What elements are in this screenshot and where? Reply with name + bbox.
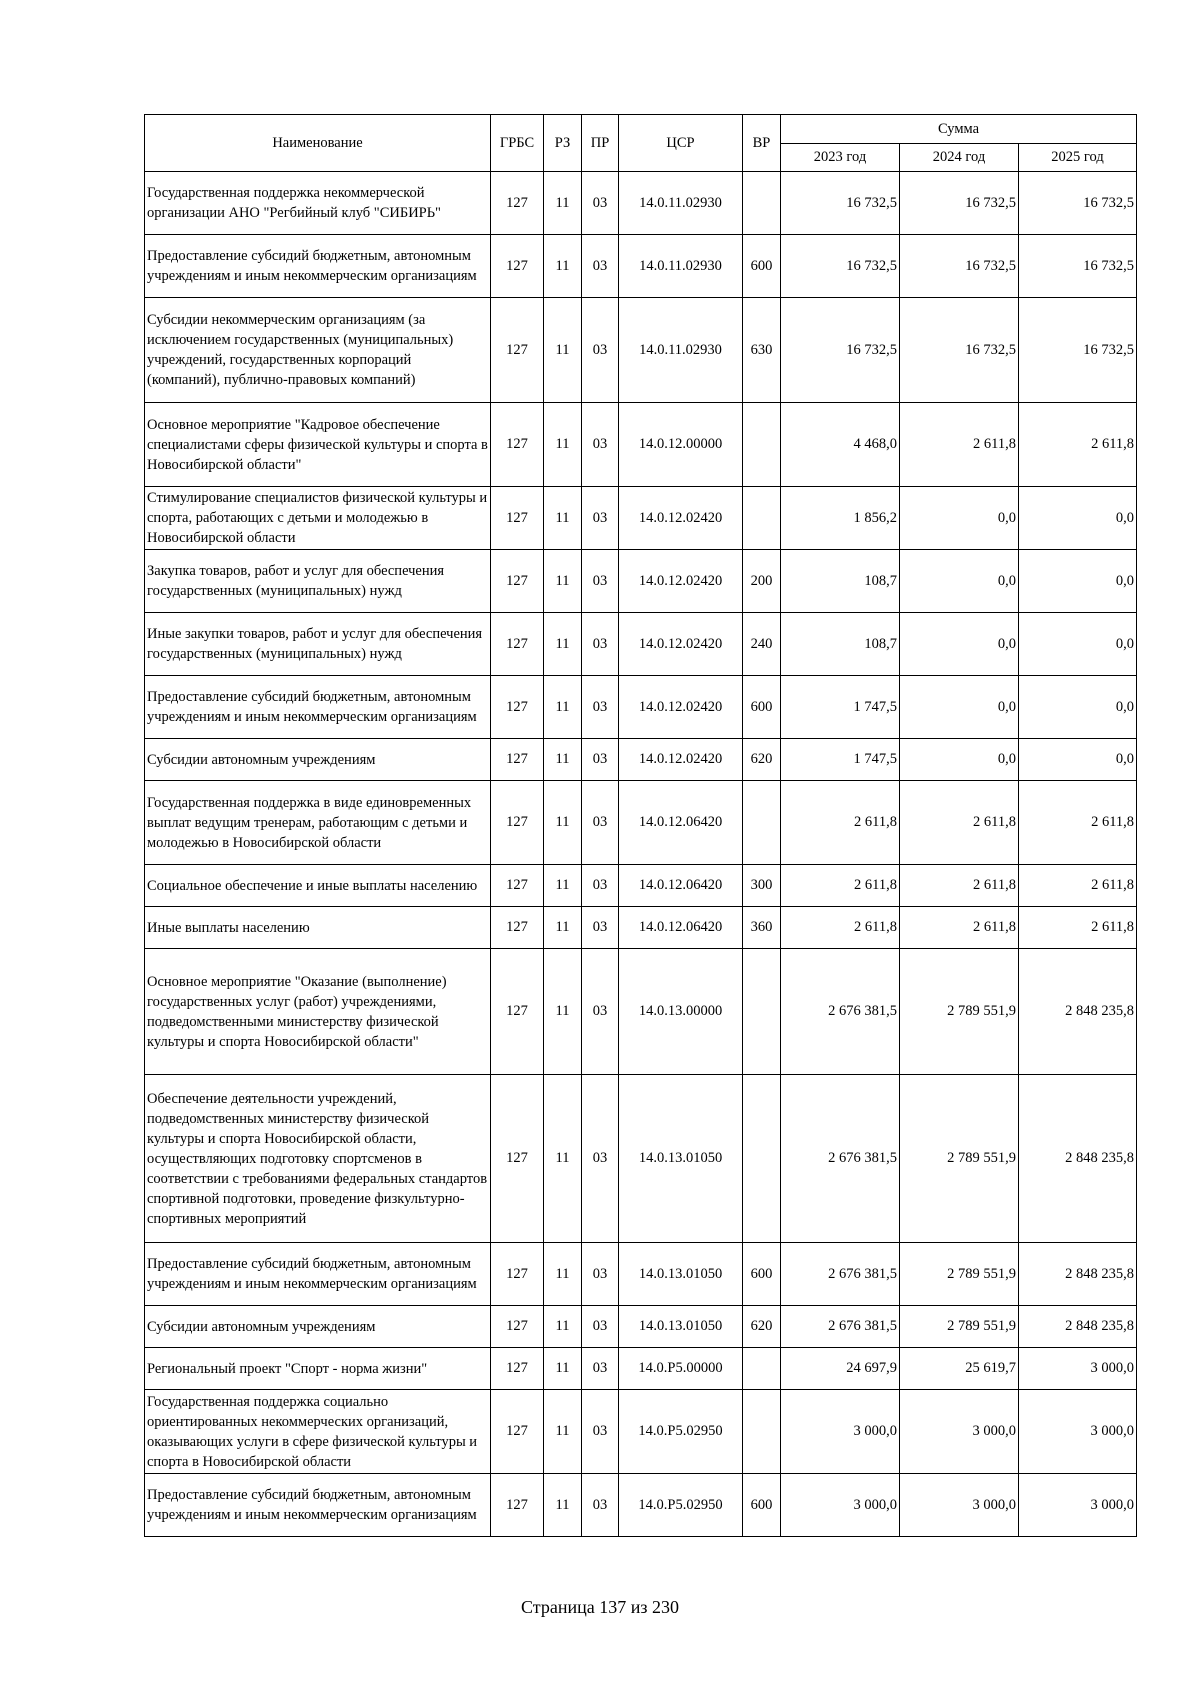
row-pr: 03	[582, 865, 619, 907]
row-rz: 11	[544, 739, 582, 781]
row-sum-2024: 3 000,0	[900, 1390, 1019, 1474]
row-sum-2023: 2 611,8	[781, 907, 900, 949]
row-rz: 11	[544, 403, 582, 487]
table-row	[145, 550, 1137, 613]
row-sum-2024: 16 732,5	[900, 172, 1019, 235]
row-vr	[743, 172, 781, 235]
row-name: Субсидии автономным учреждениям	[145, 1306, 491, 1348]
row-csr: 14.0.P5.02950	[619, 1474, 743, 1537]
row-sum-2023: 2 676 381,5	[781, 1075, 900, 1243]
row-pr: 03	[582, 235, 619, 298]
row-sum-2025: 2 611,8	[1019, 781, 1137, 865]
row-vr: 240	[743, 613, 781, 676]
row-sum-2023: 16 732,5	[781, 235, 900, 298]
row-grbs: 127	[491, 949, 544, 1075]
row-csr: 14.0.P5.00000	[619, 1348, 743, 1390]
row-rz: 11	[544, 613, 582, 676]
row-name: Субсидии некоммерческим организациям (за исключением государственных (муниципальных) учреждений, государственных корпораций (компаний), публично-правовых компаний)	[145, 298, 491, 403]
table-row	[145, 676, 1137, 739]
row-sum-2024: 0,0	[900, 487, 1019, 550]
row-grbs: 127	[491, 1306, 544, 1348]
row-rz: 11	[544, 781, 582, 865]
row-csr: 14.0.P5.02950	[619, 1390, 743, 1474]
table-row	[145, 949, 1137, 1075]
row-sum-2023: 2 676 381,5	[781, 949, 900, 1075]
row-vr: 620	[743, 739, 781, 781]
row-rz: 11	[544, 550, 582, 613]
row-grbs: 127	[491, 781, 544, 865]
row-pr: 03	[582, 907, 619, 949]
row-rz: 11	[544, 1474, 582, 1537]
row-vr	[743, 403, 781, 487]
row-grbs: 127	[491, 235, 544, 298]
row-sum-2024: 0,0	[900, 739, 1019, 781]
row-csr: 14.0.12.00000	[619, 403, 743, 487]
row-grbs: 127	[491, 550, 544, 613]
row-pr: 03	[582, 1243, 619, 1306]
row-grbs: 127	[491, 172, 544, 235]
row-pr: 03	[582, 403, 619, 487]
row-vr	[743, 487, 781, 550]
row-csr: 14.0.11.02930	[619, 298, 743, 403]
row-vr: 360	[743, 907, 781, 949]
row-name: Социальное обеспечение и иные выплаты населению	[145, 865, 491, 907]
row-sum-2025: 0,0	[1019, 676, 1137, 739]
row-sum-2024: 2 611,8	[900, 907, 1019, 949]
row-sum-2024: 2 611,8	[900, 865, 1019, 907]
row-pr: 03	[582, 298, 619, 403]
row-sum-2023: 4 468,0	[781, 403, 900, 487]
header-year-2024: 2024 год	[900, 144, 1019, 172]
table-row	[145, 172, 1137, 235]
row-vr	[743, 1348, 781, 1390]
row-pr: 03	[582, 613, 619, 676]
table-row	[145, 403, 1137, 487]
row-csr: 14.0.11.02930	[619, 235, 743, 298]
row-sum-2025: 16 732,5	[1019, 172, 1137, 235]
table-row	[145, 298, 1137, 403]
header-year-2025: 2025 год	[1019, 144, 1137, 172]
row-name: Основное мероприятие "Кадровое обеспечение специалистами сферы физической культуры и спорта в Новосибирской области"	[145, 403, 491, 487]
table-row	[145, 1075, 1137, 1243]
row-sum-2025: 2 611,8	[1019, 403, 1137, 487]
table-row	[145, 1243, 1137, 1306]
row-name: Стимулирование специалистов физической культуры и спорта, работающих с детьми и молодежью в Новосибирской области	[145, 487, 491, 550]
row-sum-2023: 108,7	[781, 613, 900, 676]
budget-table	[144, 114, 1137, 1537]
row-sum-2025: 3 000,0	[1019, 1474, 1137, 1537]
row-sum-2023: 3 000,0	[781, 1474, 900, 1537]
row-csr: 14.0.12.02420	[619, 550, 743, 613]
row-sum-2025: 2 611,8	[1019, 865, 1137, 907]
row-vr	[743, 781, 781, 865]
row-sum-2025: 3 000,0	[1019, 1390, 1137, 1474]
header-name: Наименование	[145, 115, 491, 172]
row-sum-2024: 2 611,8	[900, 403, 1019, 487]
row-sum-2025: 3 000,0	[1019, 1348, 1137, 1390]
row-pr: 03	[582, 172, 619, 235]
row-vr	[743, 1390, 781, 1474]
table-row	[145, 865, 1137, 907]
row-vr: 600	[743, 676, 781, 739]
row-csr: 14.0.12.06420	[619, 907, 743, 949]
row-pr: 03	[582, 550, 619, 613]
row-vr	[743, 1075, 781, 1243]
row-sum-2024: 3 000,0	[900, 1474, 1019, 1537]
table-body	[145, 172, 1137, 1537]
row-rz: 11	[544, 298, 582, 403]
row-csr: 14.0.12.02420	[619, 487, 743, 550]
row-vr: 200	[743, 550, 781, 613]
header-year-2023: 2023 год	[781, 144, 900, 172]
header-grbs: ГРБС	[491, 115, 544, 172]
row-grbs: 127	[491, 403, 544, 487]
row-csr: 14.0.12.02420	[619, 676, 743, 739]
page-number: Страница 137 из 230	[521, 1597, 679, 1617]
header-rz: РЗ	[544, 115, 582, 172]
row-csr: 14.0.13.01050	[619, 1306, 743, 1348]
row-vr: 600	[743, 235, 781, 298]
row-name: Предоставление субсидий бюджетным, автономным учреждениям и иным некоммерческим организациям	[145, 1243, 491, 1306]
row-csr: 14.0.13.01050	[619, 1243, 743, 1306]
row-vr: 620	[743, 1306, 781, 1348]
row-sum-2024: 25 619,7	[900, 1348, 1019, 1390]
row-pr: 03	[582, 1348, 619, 1390]
row-csr: 14.0.12.02420	[619, 739, 743, 781]
header-vr: ВР	[743, 115, 781, 172]
row-sum-2024: 16 732,5	[900, 235, 1019, 298]
row-rz: 11	[544, 235, 582, 298]
row-name: Предоставление субсидий бюджетным, автономным учреждениям и иным некоммерческим организациям	[145, 1474, 491, 1537]
table-row	[145, 1348, 1137, 1390]
row-sum-2025: 16 732,5	[1019, 298, 1137, 403]
row-sum-2025: 0,0	[1019, 613, 1137, 676]
row-grbs: 127	[491, 865, 544, 907]
row-name: Иные закупки товаров, работ и услуг для обеспечения государственных (муниципальных) нужд	[145, 613, 491, 676]
row-sum-2025: 2 848 235,8	[1019, 1075, 1137, 1243]
row-sum-2025: 0,0	[1019, 739, 1137, 781]
row-sum-2025: 2 848 235,8	[1019, 949, 1137, 1075]
row-csr: 14.0.12.06420	[619, 781, 743, 865]
row-name: Обеспечение деятельности учреждений, подведомственных министерству физической культуры и спорта Новосибирской области, осуществляющих подготовку спортсменов в соответствии с требованиями федеральных стандартов спортивной подготовки, проведение физкультурно-спортивных мероприятий	[145, 1075, 491, 1243]
row-grbs: 127	[491, 1390, 544, 1474]
row-pr: 03	[582, 781, 619, 865]
row-rz: 11	[544, 1306, 582, 1348]
row-grbs: 127	[491, 1243, 544, 1306]
row-name: Субсидии автономным учреждениям	[145, 739, 491, 781]
row-sum-2024: 2 611,8	[900, 781, 1019, 865]
row-sum-2023: 24 697,9	[781, 1348, 900, 1390]
row-sum-2023: 2 676 381,5	[781, 1306, 900, 1348]
row-sum-2025: 2 848 235,8	[1019, 1243, 1137, 1306]
row-sum-2023: 16 732,5	[781, 298, 900, 403]
row-sum-2023: 2 611,8	[781, 865, 900, 907]
row-sum-2024: 2 789 551,9	[900, 949, 1019, 1075]
row-vr: 600	[743, 1243, 781, 1306]
row-sum-2023: 2 611,8	[781, 781, 900, 865]
row-grbs: 127	[491, 676, 544, 739]
row-name: Основное мероприятие "Оказание (выполнение) государственных услуг (работ) учреждениями, подведомственными министерству физической культуры и спорта Новосибирской области"	[145, 949, 491, 1075]
row-name: Иные выплаты населению	[145, 907, 491, 949]
row-name: Государственная поддержка в виде единовременных выплат ведущим тренерам, работающим с детьми и молодежью в Новосибирской области	[145, 781, 491, 865]
row-rz: 11	[544, 865, 582, 907]
row-vr: 300	[743, 865, 781, 907]
row-grbs: 127	[491, 1474, 544, 1537]
table-row	[145, 1474, 1137, 1537]
row-name: Государственная поддержка социально ориентированных некоммерческих организаций, оказывающих услуги в сфере физической культуры и спорта в Новосибирской области	[145, 1390, 491, 1474]
row-sum-2024: 2 789 551,9	[900, 1243, 1019, 1306]
table-row	[145, 235, 1137, 298]
row-sum-2025: 0,0	[1019, 487, 1137, 550]
row-pr: 03	[582, 1390, 619, 1474]
header-csr: ЦСР	[619, 115, 743, 172]
row-rz: 11	[544, 1243, 582, 1306]
row-sum-2024: 16 732,5	[900, 298, 1019, 403]
table-row	[145, 1306, 1137, 1348]
row-sum-2023: 3 000,0	[781, 1390, 900, 1474]
row-sum-2025: 2 848 235,8	[1019, 1306, 1137, 1348]
row-sum-2024: 0,0	[900, 613, 1019, 676]
row-rz: 11	[544, 1075, 582, 1243]
row-sum-2023: 1 856,2	[781, 487, 900, 550]
row-sum-2023: 16 732,5	[781, 172, 900, 235]
row-grbs: 127	[491, 613, 544, 676]
header-pr: ПР	[582, 115, 619, 172]
row-sum-2024: 2 789 551,9	[900, 1075, 1019, 1243]
row-pr: 03	[582, 949, 619, 1075]
row-rz: 11	[544, 949, 582, 1075]
row-name: Государственная поддержка некоммерческой организации АНО "Регбийный клуб "СИБИРЬ"	[145, 172, 491, 235]
table-row	[145, 739, 1137, 781]
row-csr: 14.0.12.06420	[619, 865, 743, 907]
row-name: Предоставление субсидий бюджетным, автономным учреждениям и иным некоммерческим организациям	[145, 235, 491, 298]
row-sum-2025: 16 732,5	[1019, 235, 1137, 298]
row-grbs: 127	[491, 907, 544, 949]
row-rz: 11	[544, 172, 582, 235]
row-vr	[743, 949, 781, 1075]
row-rz: 11	[544, 487, 582, 550]
row-vr: 630	[743, 298, 781, 403]
table-row	[145, 613, 1137, 676]
header-sum: Сумма	[781, 115, 1137, 144]
row-pr: 03	[582, 739, 619, 781]
row-pr: 03	[582, 1306, 619, 1348]
row-sum-2024: 0,0	[900, 550, 1019, 613]
row-grbs: 127	[491, 739, 544, 781]
row-pr: 03	[582, 487, 619, 550]
row-pr: 03	[582, 1075, 619, 1243]
row-grbs: 127	[491, 1075, 544, 1243]
table-row	[145, 781, 1137, 865]
row-sum-2024: 0,0	[900, 676, 1019, 739]
row-name: Закупка товаров, работ и услуг для обеспечения государственных (муниципальных) нужд	[145, 550, 491, 613]
row-vr: 600	[743, 1474, 781, 1537]
row-csr: 14.0.12.02420	[619, 613, 743, 676]
row-sum-2023: 2 676 381,5	[781, 1243, 900, 1306]
row-sum-2024: 2 789 551,9	[900, 1306, 1019, 1348]
row-csr: 14.0.11.02930	[619, 172, 743, 235]
row-rz: 11	[544, 676, 582, 739]
row-grbs: 127	[491, 1348, 544, 1390]
row-rz: 11	[544, 1390, 582, 1474]
row-name: Предоставление субсидий бюджетным, автономным учреждениям и иным некоммерческим организациям	[145, 676, 491, 739]
row-name: Региональный проект "Спорт - норма жизни"	[145, 1348, 491, 1390]
row-grbs: 127	[491, 487, 544, 550]
row-sum-2025: 0,0	[1019, 550, 1137, 613]
row-sum-2025: 2 611,8	[1019, 907, 1137, 949]
row-pr: 03	[582, 676, 619, 739]
row-pr: 03	[582, 1474, 619, 1537]
row-sum-2023: 1 747,5	[781, 676, 900, 739]
row-rz: 11	[544, 907, 582, 949]
row-grbs: 127	[491, 298, 544, 403]
table-row	[145, 487, 1137, 550]
row-sum-2023: 1 747,5	[781, 739, 900, 781]
table-row	[145, 907, 1137, 949]
table-row	[145, 1390, 1137, 1474]
row-csr: 14.0.13.01050	[619, 1075, 743, 1243]
row-rz: 11	[544, 1348, 582, 1390]
row-sum-2023: 108,7	[781, 550, 900, 613]
row-csr: 14.0.13.00000	[619, 949, 743, 1075]
